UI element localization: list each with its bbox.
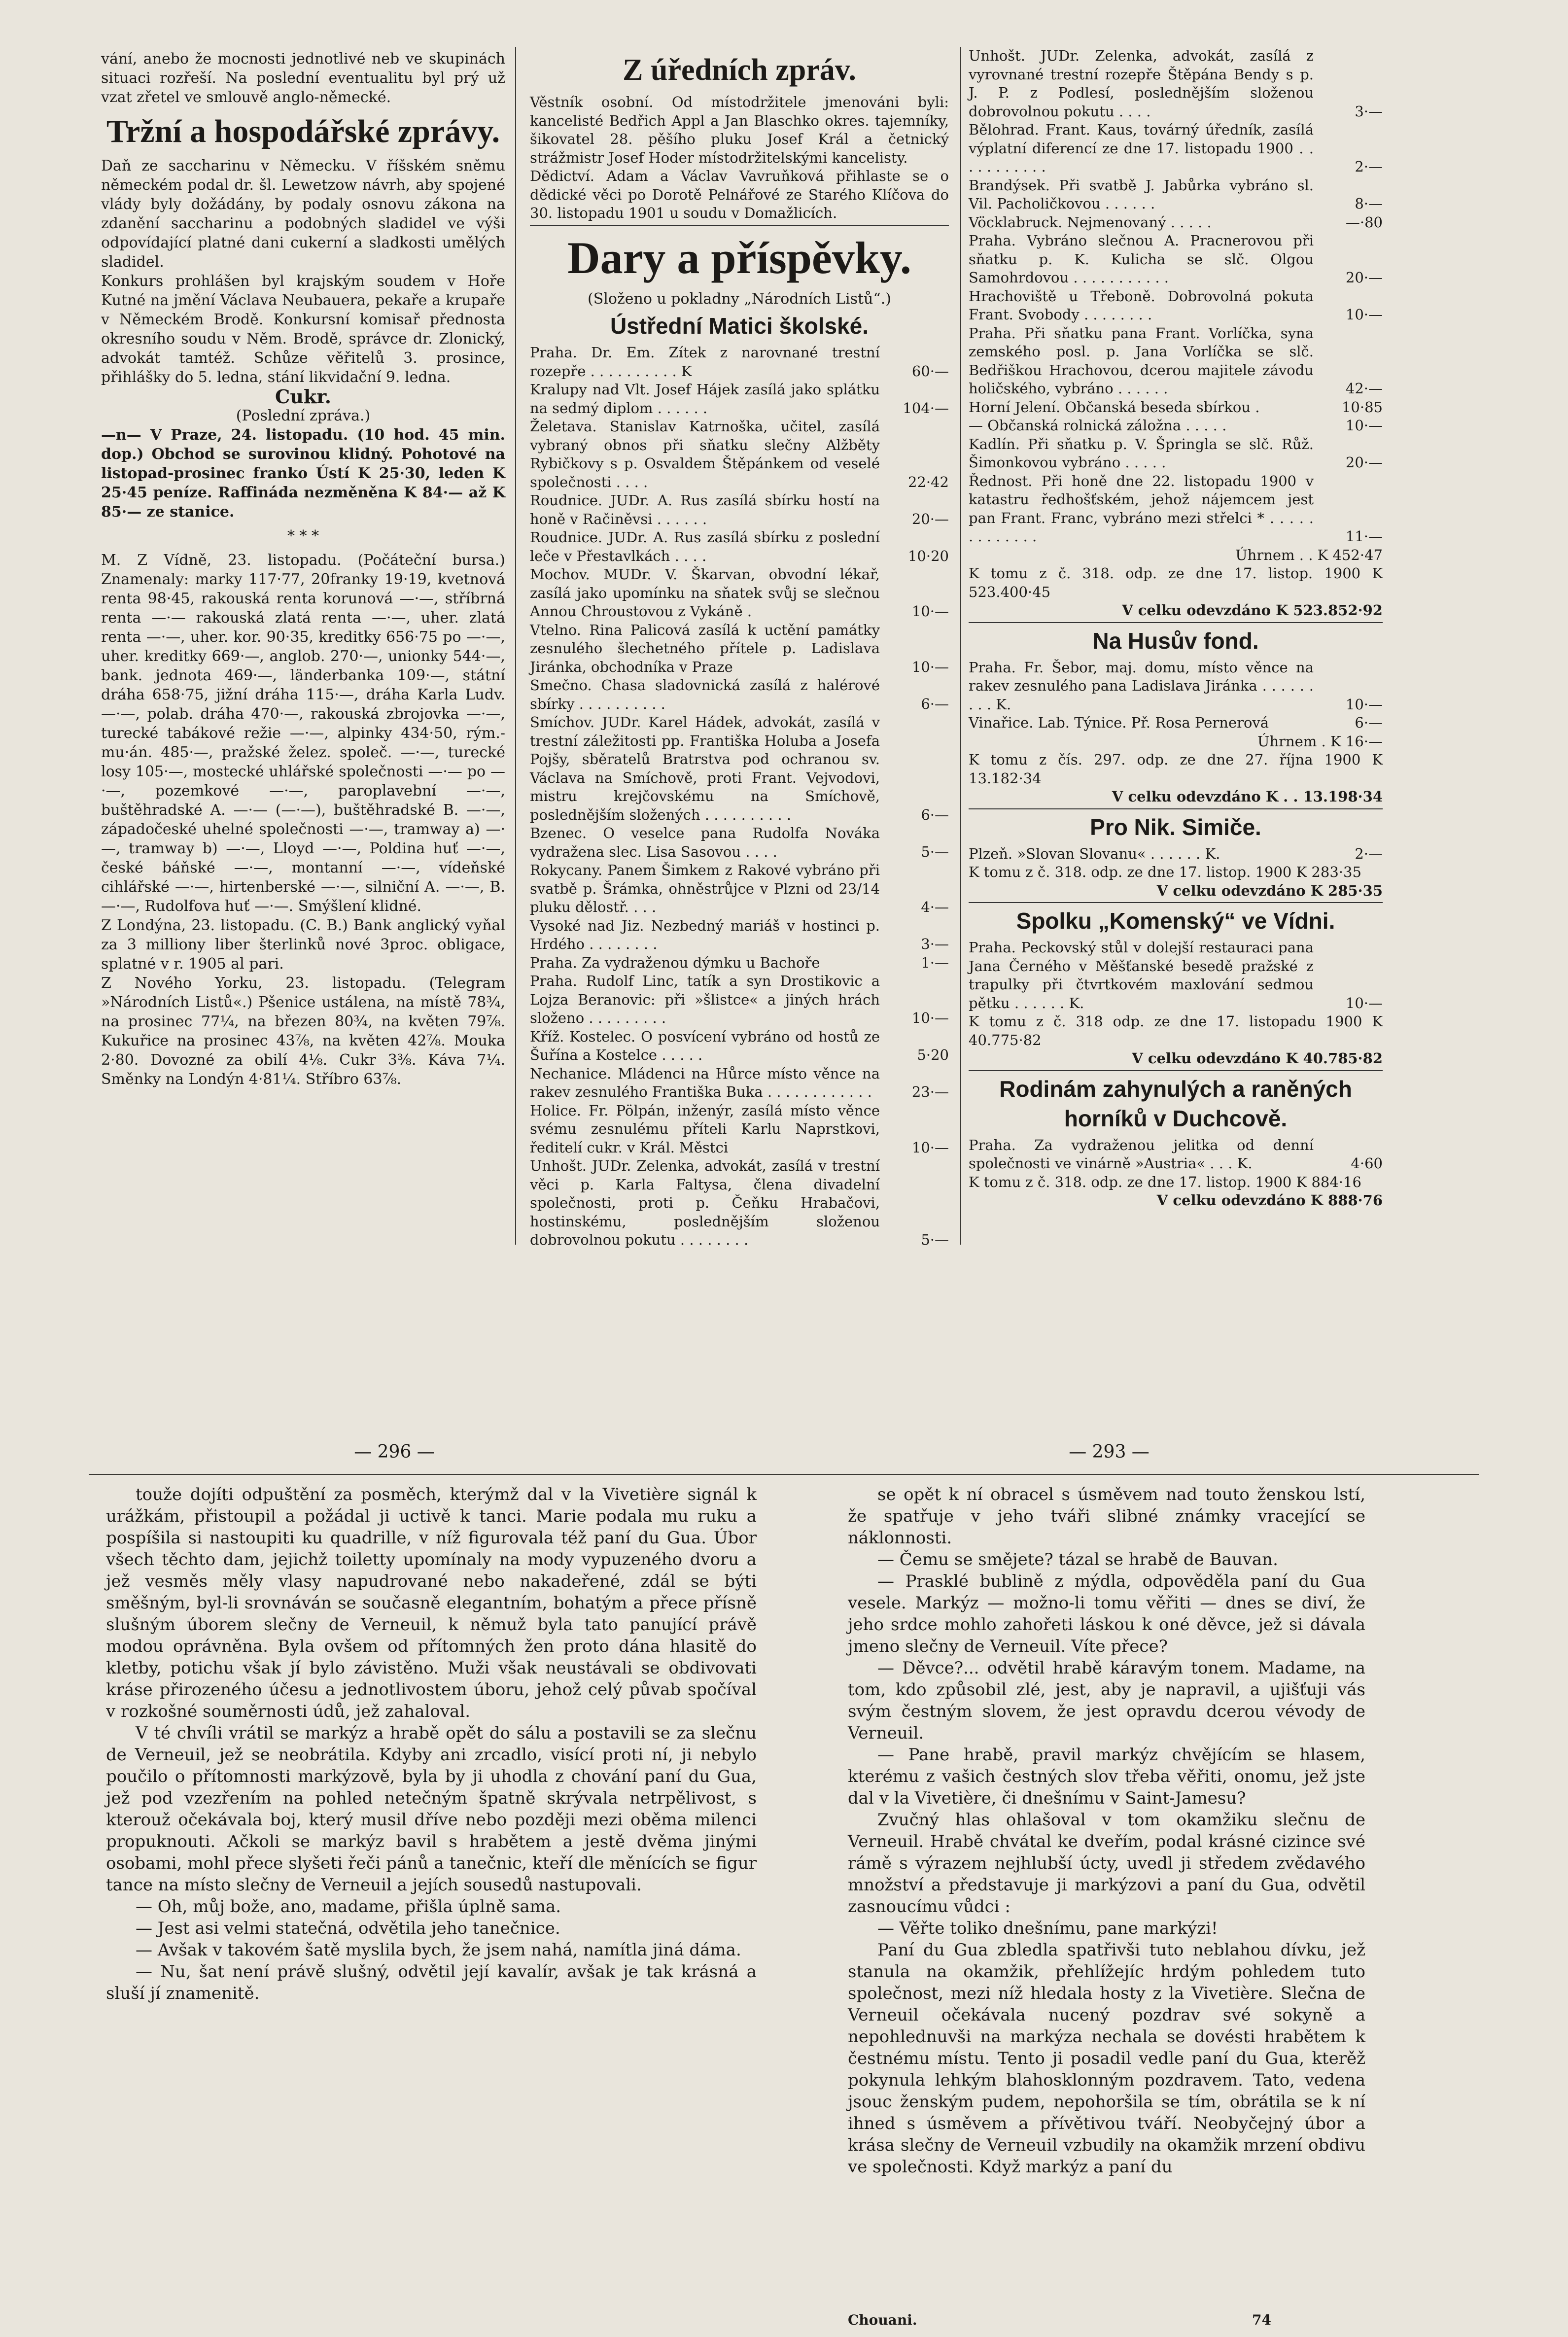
donation-entry (969, 472, 1383, 546)
donation-amount: 22·42 (907, 473, 949, 490)
donation-amount: 6·— (921, 806, 949, 823)
donation-amount: 10·— (1345, 696, 1383, 713)
donation-text: Kříž. Kostelec. O posvícení vybráno od hostů ze Šuřína a Kostelce . . . . . (530, 1028, 880, 1063)
story-paragraph: — Věřte toliko dnešnímu, pane markýzi! (877, 1918, 1218, 1938)
donation-entry (530, 676, 949, 713)
donation-amount: 10·20 (907, 547, 949, 564)
donation-text: Roudnice. JUDr. A. Rus zasílá sbírku z poslední leče v Přestavlkách . . . . (530, 529, 880, 564)
donation-amount: 60·— (911, 362, 949, 380)
total-line: V celku odevzdáno K 285·35 (1156, 882, 1383, 899)
donation-text: Vinařice. Lab. Týnice. Př. Rosa Pernerová (969, 714, 1269, 731)
donation-amount: 10·— (1345, 994, 1383, 1012)
carry-line: K tomu z č. 318. odp. ze dne 17. listop. 1900 K 283·35 (969, 864, 1361, 880)
newyork-report: Z Nového Yorku, 23. listopadu. (Telegram »Národních Listů«.) Pšenice ustálena, na místě 78¾, na prosinec 77¼, na březen 80¾, na květen 79⅞. Kukuřice na prosinec 43⅞, na květen 42⅞. Mouka 2·80. Dovozné za obilí 4⅛. Cukr 3⅜. Káva 7¼. Směnky na Londýn 4·81¼. Stříbro 63⅞. (101, 975, 505, 1088)
donation-text: Roudnice. JUDr. A. Rus zasílá sbírku hostí na honě v Račiněvsi . . . . . . (530, 492, 880, 527)
story-paragraph: — Avšak v takovém šatě myslila bych, že jsem nahá, namítla jiná dáma. (136, 1940, 741, 1960)
donation-text: Praha. Dr. Em. Zítek z narovnané trestní rozepře . . . . . . . . . . K (530, 344, 880, 380)
donation-amount: 20·— (1345, 454, 1383, 471)
donation-amount: 20·— (1345, 269, 1383, 286)
donation-text: Unhošt. JUDr. Zelenka, advokát, zasílá z vyrovnané trestní rozepře Štěpána Bendy s p. J. P. z Podlesí, poslednějším složenou dobrovolnou pokutu . . . . (969, 47, 1314, 120)
donation-entry (530, 418, 949, 491)
komensky-title: Spolku „Komenský“ ve Vídni. (1016, 908, 1335, 934)
cukr-report: —n— V Praze, 24. listopadu. (10 hod. 45 min. dop.) Obchod se surovinou klidný. Pohotové na listopad-prosinec franko Ústí K 25·30, leden K 25·45 peníze. Raffináda nezměněna K 84·— až K 85·— ze stanice. (101, 426, 505, 521)
donation-amount: 10·— (911, 1010, 949, 1026)
donation-text: Vtelno. Rina Palicová zasílá k uctění památky zesnulého šlechetného přítele p. Ladislava Jiránka, obchodníka v Praze (530, 621, 880, 675)
donation-amount: 10·— (911, 1139, 949, 1156)
sum-line: Úhrnem . . K 452·47 (1235, 546, 1383, 563)
donation-amount: 5·— (921, 843, 949, 860)
donation-amount: 2·— (1355, 845, 1383, 862)
story-paragraph: — Nu, šat není právě slušný, odvětil její kavalír, avšak je tak krásná a sluší jí znamenitě. (106, 1962, 757, 2003)
story-paragraph: — Prasklé bublině z mýdla, odpověděla paní du Gua vesele. Markýz — možno-li tomu věřiti — dnes se diví, že jeho srdce mohlo zahořeti láskou k oné děvce, jež si dávala jmeno slečny de Verneuil. Víte přece? (848, 1571, 1365, 1656)
donation-entry (969, 398, 1383, 417)
donation-amount: 5·20 (917, 1046, 949, 1063)
donation-text: Bzenec. O veselce pana Rudolfa Nováka vydražena slec. Lisa Sasovou . . . . (530, 825, 880, 860)
story-paragraph: — Jest asi velmi statečná, odvětila jeho tanečnice. (136, 1918, 560, 1938)
hus-title: Na Husův fond. (1092, 628, 1259, 654)
donation-entry (969, 435, 1383, 472)
news-item: Konkurs prohlášen byl krajským soudem v Hoře Kutné na jmění Václava Neubauera, pekaře a krupaře v Německém Brodě. Konkursní komisař přednosta okresního soudu v Něm. Brodě, správce dr. Zlonický, advokát tamtéž. Schůze věřitelů 3. prosince, přihlášky do 5. ledna, stání likvidační 9. ledna. (101, 273, 505, 386)
donation-entry (530, 621, 949, 677)
donation-amount: 5·— (921, 1231, 949, 1248)
carry-line: K tomu z č. 318 odp. ze dne 17. listopadu 1900 K 40.775·82 (969, 1013, 1383, 1048)
donation-text: Nechanice. Mládenci na Hůrce místo věnce na rakev zesnulého Františka Buka . . . . . . . . . . . . (530, 1065, 880, 1100)
donation-amount: 10·— (1345, 417, 1383, 434)
total-line: V celku odevzdáno K . . 13.198·34 (1112, 788, 1383, 805)
donation-entry (969, 1136, 1383, 1173)
donation-text: Praha. Fr. Šebor, maj. domu, místo věnce na rakev zesnulého pana Ladislava Jiránka . . . . . . . . . K. (969, 659, 1314, 713)
matice-title: Ústřední Matici školské. (610, 313, 869, 339)
story-right-column (848, 1484, 1365, 2178)
carry-line: K tomu z č. 318. odp. ze dne 17. listop. 1900 K 523.400·45 (969, 565, 1383, 600)
donation-text: Brandýsek. Při svatbě J. Jabůrka vybráno sl. Vil. Pacholičkovou . . . . . . (969, 176, 1314, 212)
donation-text: Praha. Rudolf Linc, tatík a syn Drostikovic a Lojza Beranovic: při »šlistce« a jiných hrách složeno . . . . . . . . . (530, 973, 880, 1026)
donation-entry (969, 324, 1383, 398)
donation-entry (969, 939, 1383, 1012)
donation-text: Praha. Peckovský stůl v dolejší restauraci pana Jana Černého v Měšťanské besedě pražské z trapulky při čtvrtkovém maxlování sedmou pětku . . . . . . K. (969, 939, 1314, 1012)
donation-amount: —·80 (1345, 213, 1383, 231)
simic-title: Pro Nik. Simiče. (1090, 814, 1261, 840)
donation-entry (530, 954, 949, 973)
donation-amount: 1·— (921, 954, 949, 971)
divider (969, 1070, 1383, 1071)
donation-amount: 10·— (1345, 306, 1383, 323)
donation-entry (530, 381, 949, 418)
column-2 (530, 47, 949, 1250)
news-item: Věstník osobní. Od místodržitele jmenováni byli: kancelisté Bedřich Appl a Jan Blaschko okres. tajemníky, šikovatel 28. pěšího pluku Josef Král a četnický strážmistr Josef Hoder místodržitelskými kancelisty. (530, 94, 949, 166)
divider (969, 622, 1383, 623)
donation-list (969, 1136, 1383, 1173)
donation-entry (530, 528, 949, 565)
donation-amount: 10·85 (1341, 398, 1383, 416)
story-paragraph: touže dojíti odpuštění za posměch, kterýmž dal v la Vivetière signál k urážkám, přistoupil a požádal ji uctivě k tanci. Marie podala mu ruku a pospíšila si nastoupiti ku quadrille, v níž figurovala též paní du Gua. Úbor všech těchto dam, jejichž toiletty upomínaly na mody vypuzeného dvoru a jež vesměs měly vlasy napudrované nebo nakadeřené, zdál se býti směšným, byl-li srovnáván se současně elegantním, bohatým a přece přísně slušným úborem slečny de Verneuil, k němuž byla tato panující právě modou oprávněna. Byla ovšem od přítomných žen proto dána hlasitě do kletby, potichu však jí bylo závistěno. Muži však neustávali se obdivovati kráse přirozeného účesu a jednotlivostem úboru, jehož celý půvab spočíval v rozkošné souměrnosti údů, jež zahaloval. (106, 1485, 757, 1721)
donation-entry (530, 1028, 949, 1065)
donation-amount: 42·— (1345, 380, 1383, 397)
cukr-subtitle: (Poslední zpráva.) (236, 407, 371, 424)
london-report: Z Londýna, 23. listopadu. (C. B.) Bank anglický vyňal za 3 milliony liber šterlinků nové 3proc. obligace, splatné v r. 1905 al pari. (101, 917, 505, 973)
donation-list (969, 659, 1383, 732)
donation-text: Unhošt. JUDr. Zelenka, advokát, zasílá v trestní věci p. Karla Faltysa, člena divadelní společnosti, proti p. Čeňku Hrabačovi, hostinskému, poslednějším složenou dobrovolnou pokutu . . . . . . . . (530, 1157, 880, 1248)
donation-text: Horní Jelení. Občanská beseda sbírkou . (969, 398, 1260, 416)
donation-amount: 23·— (911, 1083, 949, 1100)
donation-amount: 10·— (911, 658, 949, 675)
total-line: V celku odevzdáno K 40.785·82 (1132, 1050, 1383, 1067)
donation-amount: 11·— (1345, 528, 1383, 545)
donation-amount: 4·60 (1351, 1155, 1383, 1172)
divider (969, 902, 1383, 903)
donation-entry (530, 972, 949, 1028)
column-1 (101, 49, 505, 1089)
donation-list (530, 344, 949, 1250)
section-title: Tržní a hospodářské zprávy. (106, 113, 500, 149)
donation-amount: 8·— (1355, 195, 1383, 212)
donation-entry (530, 344, 949, 381)
donation-list (969, 47, 1383, 546)
donation-amount: 6·— (1355, 714, 1383, 731)
donation-entry (530, 917, 949, 954)
story-paragraph: se opět k ní obracel s úsměvem nad touto ženskou lstí, že spatřuje v jeho tváři slibné známky vracející se náklonnosti. (848, 1485, 1365, 1548)
section-title: Z úředních zpráv. (623, 53, 856, 87)
cukr-title: Cukr. (275, 385, 331, 408)
donation-list (969, 939, 1383, 1012)
column-rule (960, 47, 961, 1245)
donation-entry (530, 861, 949, 917)
donation-amount: 104·— (903, 399, 949, 417)
story-paragraph: — Oh, můj bože, ano, madame, přišla úplně sama. (136, 1897, 561, 1917)
page-divider (89, 1474, 1479, 1475)
donation-text: Hrachoviště u Třeboně. Dobrovolná pokuta Frant. Svobody . . . . . . . . (969, 287, 1314, 323)
column-3 (969, 47, 1383, 1210)
story-paragraph: — Čemu se smějete? tázal se hrabě de Bauvan. (877, 1550, 1278, 1570)
carry-line: K tomu z čís. 297. odp. ze dne 27. října 1900 K 13.182·34 (969, 751, 1383, 787)
story-paragraph: V té chvíli vrátil se markýz a hrabě opět do sálu a postavili se za slečnu de Verneuil, jež se neobrátila. Kdyby ani zrcadlo, visící proti ní, ji nebylo poučilo o přítomnosti markýzově, byla by ji uhodla z chování paní du Gua, jež pod vzezřením na pohled netečným špatně skrývala netrpělivost, s kterouž očekávala boj, který musil dříve nebo později mezi oběma milenci propuknouti. Ačkoli se markýz bavil s hrabětem a jestě dvěma jinými osobami, mohl přece slyšeti řeči pánů a tanečnic, kteří dle měnících se figur tance na místo slečny de Verneuil a jejích sousedů nastupovali. (106, 1723, 757, 1895)
donation-entry (969, 417, 1383, 435)
total-line: V celku odevzdáno K 888·76 (1156, 1192, 1383, 1209)
story-left-column (106, 1484, 757, 2004)
donation-text: Vöcklabruck. Nejmenovaný . . . . . (969, 213, 1212, 231)
separator-stars: * * * (287, 527, 319, 545)
donation-text: Holice. Fr. Pölpán, inženýr, zasílá místo věnce svému zesnulému příteli Karlu Naprstkovi, ředitelí cukr. v Král. Městci (530, 1102, 880, 1156)
divider (969, 808, 1383, 809)
news-item: Dědictví. Adam a Václav Vavruňková přihlaste se o dědické věci po Dorotě Pelnářové ze Starého Klíčova do 30. listopadu 1901 u soudu v Domažlicích. (530, 168, 949, 221)
donation-entry (530, 1157, 949, 1250)
dary-title: Dary a příspěvky. (567, 232, 911, 283)
page-number: — 293 — (1069, 1442, 1150, 1462)
vienna-report: M. Z Vídně, 23. listopadu. (Počáteční bursa.) Znamenaly: marky 117·77, 20franky 19·19, kvetnová renta 98·45, rakouská renta korunová —·—, stříbrná renta —·— rakouská zlatá renta —·—, uher. zlatá renta —·—, uher. kor. 90·35, kreditky 656·75 po —·—, uher. kreditky 669·—, anglob. 270·—, unionky 544·—, bank. jednota 469·—, länderbanka 109·—, státní dráha 658·75, jižní dráha 115·—, dráha Karla Ludv. —·—, polab. dráha 470·—, rakouská zbrojovka —·—, turecké tabákové režie —·—, alpinky 434·50, rým.-mu·án. 485·—, pražské želez. společ. —·—, turecké losy 105·—, mostecké uhlářské společnosti —·— po —·—, pozemkové —·—, paroplavební —·—, buštěhradské A. —·— (—·—), buštěhradské B. —·—, západočeské uhelné společnosti —·—, tramway a) —·—, tramway b) —·—, Lloyd —·—, Poldina huť —·—, české báňské —·—, montanní —·—, vídeňské cihlářské —·—, hirtenberské —·—, silniční A. —·—, B. —·—, Rudolfova huť —·—. Smýšlení klidné. (101, 552, 505, 915)
donation-entry (530, 713, 949, 824)
donation-text: Mochov. MUDr. V. Škarvan, obvodní lékař, zasílá jako upomínku na sňatek svůj se slečnou Annou Chroustovou z Vykáně . (530, 566, 880, 620)
divider (530, 225, 949, 226)
intro-paragraph: vání, anebo že mocnosti jednotlivé neb ve skupinách situaci rozřeší. Na poslední eventualitu byl prý už vzat zřetel ve smlouvě anglo-německé. (101, 50, 505, 106)
donation-entry (969, 845, 1383, 864)
donation-text: Praha. Za vydraženou jelitka od denní společnosti ve vinárně »Austria« . . . K. (969, 1136, 1314, 1172)
donation-entry (969, 714, 1383, 732)
total-line: V celku odevzdáno K 523.852·92 (1122, 602, 1383, 619)
story-paragraph: Paní du Gua zbledla spatřivši tuto neblahou dívku, jež stanula na okamžik, přehlížejíc hrdým pohledem tuto společnost, mezi níž hledala hosty z la Vivetière. Slečna de Verneuil očekávala nucený pozdrav své sokyně a nepohlednuvši na markýza nechala se dovésti hrabětem k čestnému místu. Tento ji posadil vedle paní du Gua, kterěž pokynula lehkým blahosklonným pozdravem. Tato, vedena jsouc ženským pudem, nepohoršila se tím, obrátila se k ní ihned s úsměvem a přívětivou tváří. Neobyčejný úbor a krása slečny de Verneuil vzbudily na okamžik mrzení obdivu ve společnosti. Když markýz a paní du (848, 1940, 1365, 2177)
donation-amount: 3·— (1355, 103, 1383, 120)
donation-text: Smečno. Chasa sladovnická zasílá z halérové sbírky . . . . . . . . . . (530, 677, 880, 712)
dary-subtitle: (Složeno u pokladny „Národních Listů“.) (588, 290, 891, 308)
donation-amount: 20·— (911, 510, 949, 527)
donation-entry (530, 491, 949, 528)
donation-entry (969, 176, 1383, 213)
donation-text: Řednost. Při honě dne 22. listopadu 1900 v katastru ředhošťském, jehož nájemcem jest pan Frant. Franc, vybráno mezi střelci * . . . . . . . . . . . . . (969, 472, 1314, 545)
sum-line: Úhrnem . K 16·— (1257, 732, 1383, 750)
donation-text: Kralupy nad Vlt. Josef Hájek zasílá jako splátku na sedmý diplom . . . . . . (530, 381, 880, 417)
donation-text: Praha. Vybráno slečnou A. Pracnerovou při sňatku p. K. Kulicha se slč. Olgou Samohrdovou . . . . . . . . . . . (969, 232, 1314, 286)
donation-text: Smíchov. JUDr. Karel Hádek, advokát, zasílá v trestní záležitosti pp. Františka Holuba a Josefa Pojšy, sběratelů Bratrstva pod ochranou sv. Václava na Smíchově, proti Frant. Vejvodovi, mistru krejčovskému na Smíchově, poslednějším složených . . . . . . . . . . (530, 714, 880, 823)
donation-amount: 2·— (1355, 158, 1383, 175)
rodinam-title: Rodinám zahynulých a raněných horníků v Duchcově. (999, 1076, 1352, 1131)
donation-entry (530, 565, 949, 621)
donation-list (969, 845, 1383, 864)
donation-entry (969, 659, 1383, 714)
donation-entry (530, 1065, 949, 1102)
carry-line: K tomu z č. 318. odp. ze dne 17. listop. 1900 K 884·16 (969, 1173, 1361, 1190)
donation-entry (969, 213, 1383, 232)
donation-amount: 3·— (921, 936, 949, 952)
sheet-number-footer: 74 (1252, 2312, 1271, 2328)
donation-entry (530, 824, 949, 861)
donation-entry (969, 232, 1383, 287)
donation-amount: 6·— (921, 695, 949, 712)
donation-amount: 10·— (911, 603, 949, 620)
donation-amount: 4·— (921, 899, 949, 915)
donation-text: Kadlín. Při sňatku p. V. Špringla se slč. Růž. Šimonkovou vybráno . . . . . (969, 435, 1314, 471)
story-paragraph: — Pane hrabě, pravil markýz chvějícím se hlasem, kterému z vašich čestných slov třeba věřiti, onomu, jež jste dal v la Vivetière, či dnešnímu v Saint-Jamesu? (848, 1745, 1365, 1808)
donation-text: Plzeň. »Slovan Slovanu« . . . . . . K. (969, 845, 1220, 862)
book-title-footer: Chouani. (848, 2312, 917, 2328)
donation-text: Praha. Při sňatku pana Frant. Vorlíčka, syna zemského posl. p. Jana Vorlíčka se slč. Bedřiškou Hrachovou, dcerou majitele závodu holičského, vybráno . . . . . . (969, 324, 1314, 397)
donation-text: — Občanská rolnická záložna . . . . . (969, 417, 1227, 434)
page-number: — 296 — (354, 1442, 435, 1462)
donation-text: Vysoké nad Jiz. Nezbedný mariáš v hostinci p. Hrdého . . . . . . . . (530, 917, 880, 952)
donation-entry (969, 287, 1383, 324)
donation-text: Bělohrad. Frant. Kaus, továrný úředník, zasílá výplatní diferencí ze dne 17. listopadu 1900 . . . . . . . . . . . (969, 121, 1314, 175)
story-paragraph: — Děvce?... odvětil hrabě káravým tonem. Madame, na tom, kdo způsobil zlé, jest, aby je napravil, a ujišťuji vás svým čestným slovem, že jest opravdu dcerou vévody de Verneuil. (848, 1658, 1365, 1743)
story-paragraph: Zvučný hlas ohlašoval v tom okamžiku slečnu de Verneuil. Hrabě chvátal ke dveřím, podal krásné cizince své rámě s výrazem nejhlubší úcty, uvedl ji středem zvědavého množství a představuje ji markýzovi a paní du Gua, odvětil zasnoucímu vůdci : (848, 1810, 1365, 1917)
donation-text: Želetava. Stanislav Katrnoška, učitel, zasílá vybraný obnos při sňatku slečny Alžběty Rybičkovy s p. Osvaldem Štěpánkem od veselé společnosti . . . . (530, 418, 880, 490)
donation-entry (969, 47, 1383, 121)
column-rule (515, 47, 516, 1245)
donation-text: Praha. Za vydraženou dýmku u Bachoře (530, 954, 820, 971)
donation-text: Rokycany. Panem Šimkem z Rakové vybráno při svatbě p. Šrámka, ohněstrůjce v Plzni od 23/14 pluku dělostř. . . . (530, 862, 880, 915)
news-item: Daň ze saccharinu v Německu. V říšském sněmu německém podal dr. šl. Lewetzow návrh, aby spojené vlády byly dožádány, by podaly osnovu zákona na zdanění saccharinu a podobných sladidel ve výši odpovídající platné dani cukerní a sladkosti umělých sladidel. (101, 157, 505, 271)
donation-entry (969, 121, 1383, 176)
donation-entry (530, 1102, 949, 1157)
